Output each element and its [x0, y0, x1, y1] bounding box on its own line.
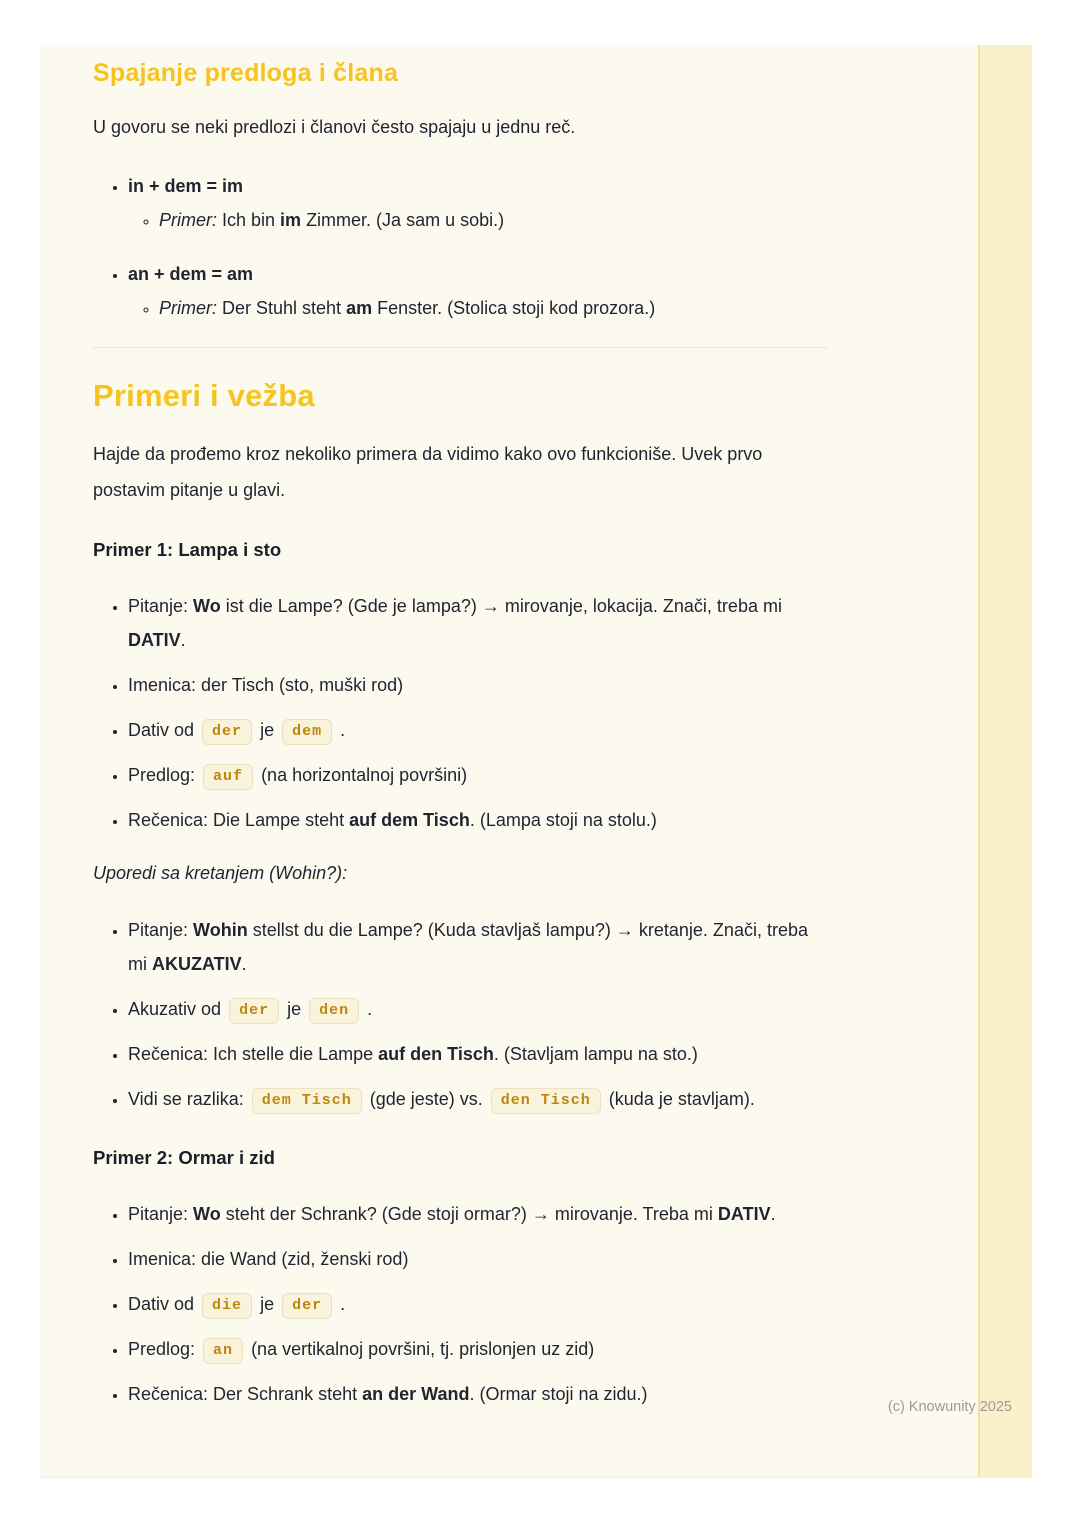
- text-run: Predlog:: [128, 1339, 201, 1359]
- section-title-merge: Spajanje predloga i člana: [93, 59, 399, 87]
- example1-bullet-list: [93, 589, 828, 837]
- text-run: (kuda je stavljam).: [603, 1089, 755, 1109]
- example2-bullet-list: [93, 1197, 828, 1411]
- list-item: [128, 803, 828, 837]
- text-run: (gde jeste) vs.: [364, 1089, 488, 1109]
- text-run: Ich bin: [217, 210, 281, 230]
- text-run: .: [770, 1204, 776, 1224]
- text-run: Imenica: die Wand (zid, ženski rod): [128, 1249, 409, 1269]
- text-run: Vidi se razlika:: [128, 1089, 249, 1109]
- text-run: an + dem = am: [128, 264, 254, 284]
- text-run: .: [362, 999, 373, 1019]
- text-run: am: [346, 298, 373, 318]
- inline-code-chip: der: [282, 1293, 332, 1319]
- text-run: Pitanje:: [128, 596, 194, 616]
- text-run: im: [280, 210, 302, 230]
- inline-code-chip: den: [309, 998, 359, 1024]
- text-run: je: [255, 1294, 280, 1314]
- text-run: Wohin: [193, 920, 248, 940]
- text-run: je: [255, 720, 280, 740]
- inline-code-chip: an: [203, 1338, 243, 1364]
- list-item: [128, 713, 828, 747]
- rule-item: [128, 169, 828, 237]
- intro-paragraph: U govoru se neki predlozi i članovi često spajaju u jednu reč.: [93, 117, 576, 137]
- text-run: (na horizontalnoj površini): [256, 765, 468, 785]
- text-run: Wo: [193, 596, 221, 616]
- inline-code-chip: der: [229, 998, 279, 1024]
- text-run: Rečenica: Die Lampe steht: [128, 810, 350, 830]
- text-run: an der Wand: [362, 1384, 470, 1404]
- text-run: . (Lampa stoji na stolu.): [469, 810, 657, 830]
- text-run: Pitanje:: [128, 920, 194, 940]
- text-run: .: [335, 720, 346, 740]
- rule-example-list: [128, 291, 828, 325]
- list-item: [128, 1242, 828, 1276]
- copyright-footer: (c) Knowunity 2025: [887, 1399, 1012, 1415]
- text-run: Rečenica: Ich stelle die Lampe: [128, 1044, 379, 1064]
- rule-text: [128, 264, 253, 284]
- section-title-examples: Primeri i vežba: [93, 378, 315, 413]
- text-run: Zimmer. (Ja sam u sobi.): [301, 210, 505, 230]
- text-run: Imenica: der Tisch (sto, muški rod): [128, 675, 404, 695]
- list-item: [128, 589, 828, 657]
- text-run: Der Stuhl steht: [217, 298, 347, 318]
- text-run: Akuzativ od: [128, 999, 227, 1019]
- inline-code-chip: die: [202, 1293, 252, 1319]
- list-item: [128, 1377, 828, 1411]
- rule-item: [128, 257, 828, 325]
- inline-code-chip: der: [202, 719, 252, 745]
- inline-code-chip: auf: [203, 764, 253, 790]
- text-run: Dativ od: [128, 1294, 200, 1314]
- list-item: [128, 668, 828, 702]
- text-run: DATIV: [128, 630, 181, 650]
- list-item: [128, 1037, 828, 1071]
- text-run: Pitanje:: [128, 1204, 194, 1224]
- text-run: auf dem Tisch: [349, 810, 470, 830]
- text-run: .: [335, 1294, 346, 1314]
- text-run: ist die Lampe? (Gde je lampa?) → mirovanje, lokacija. Znači, treba mi: [220, 596, 782, 616]
- rule-example-list: [128, 203, 828, 237]
- text-run: .: [241, 954, 247, 974]
- text-run: Rečenica: Der Schrank steht: [128, 1384, 363, 1404]
- example2-heading: Primer 2: Ormar i zid: [93, 1147, 275, 1168]
- text-run: Dativ od: [128, 720, 200, 740]
- text-run: Primer:: [159, 210, 217, 230]
- text-run: Fenster. (Stolica stoji kod prozora.): [372, 298, 656, 318]
- inline-code-chip: dem: [282, 719, 332, 745]
- list-item: [128, 1197, 828, 1231]
- text-run: . (Stavljam lampu na sto.): [493, 1044, 698, 1064]
- text-run: DATIV: [717, 1204, 771, 1224]
- text-run: Primer:: [159, 298, 217, 318]
- list-item: [128, 1287, 828, 1321]
- list-item: [128, 758, 828, 792]
- text-run: auf den Tisch: [378, 1044, 494, 1064]
- text-run: je: [282, 999, 307, 1019]
- text-run: in + dem = im: [128, 176, 244, 196]
- inline-code-chip: den Tisch: [491, 1088, 601, 1114]
- text-run: . (Ormar stoji na zidu.): [469, 1384, 648, 1404]
- text-run: Predlog:: [128, 765, 201, 785]
- text-run: steht der Schrank? (Gde stoji ormar?) → mirovanje. Treba mi: [220, 1204, 718, 1224]
- example1-heading: Primer 1: Lampa i sto: [93, 539, 282, 560]
- lead-paragraph: Hajde da prođemo kroz nekoliko primera da vidimo kako ovo funkcioniše. Uvek prvo postavim pitanje u glavi.: [93, 444, 763, 500]
- text-run: Uporedi sa kretanjem (Wohin?):: [93, 863, 348, 883]
- list-item: [128, 1082, 828, 1116]
- text-run: Wo: [193, 1204, 221, 1224]
- text-run: stellst du die Lampe? (Kuda stavljaš lampu?) → kretanje. Znači, treba mi: [128, 920, 808, 974]
- rule-example: [159, 203, 828, 237]
- merge-rules-list: [93, 169, 828, 325]
- document-page: [40, 45, 1032, 1478]
- list-item: [128, 913, 828, 981]
- rule-example: [159, 291, 828, 325]
- inline-code-chip: dem Tisch: [252, 1088, 362, 1114]
- section-divider: [93, 347, 828, 348]
- text-run: .: [180, 630, 186, 650]
- compare-bullet-list: [93, 913, 828, 1116]
- list-item: [128, 992, 828, 1026]
- list-item: [128, 1332, 828, 1366]
- text-run: AKUZATIV: [152, 954, 242, 974]
- text-run: (na vertikalnoj površini, tj. prislonjen uz zid): [246, 1339, 595, 1359]
- page-content: [40, 45, 1032, 1411]
- rule-text: [128, 176, 243, 196]
- compare-note: [93, 857, 828, 889]
